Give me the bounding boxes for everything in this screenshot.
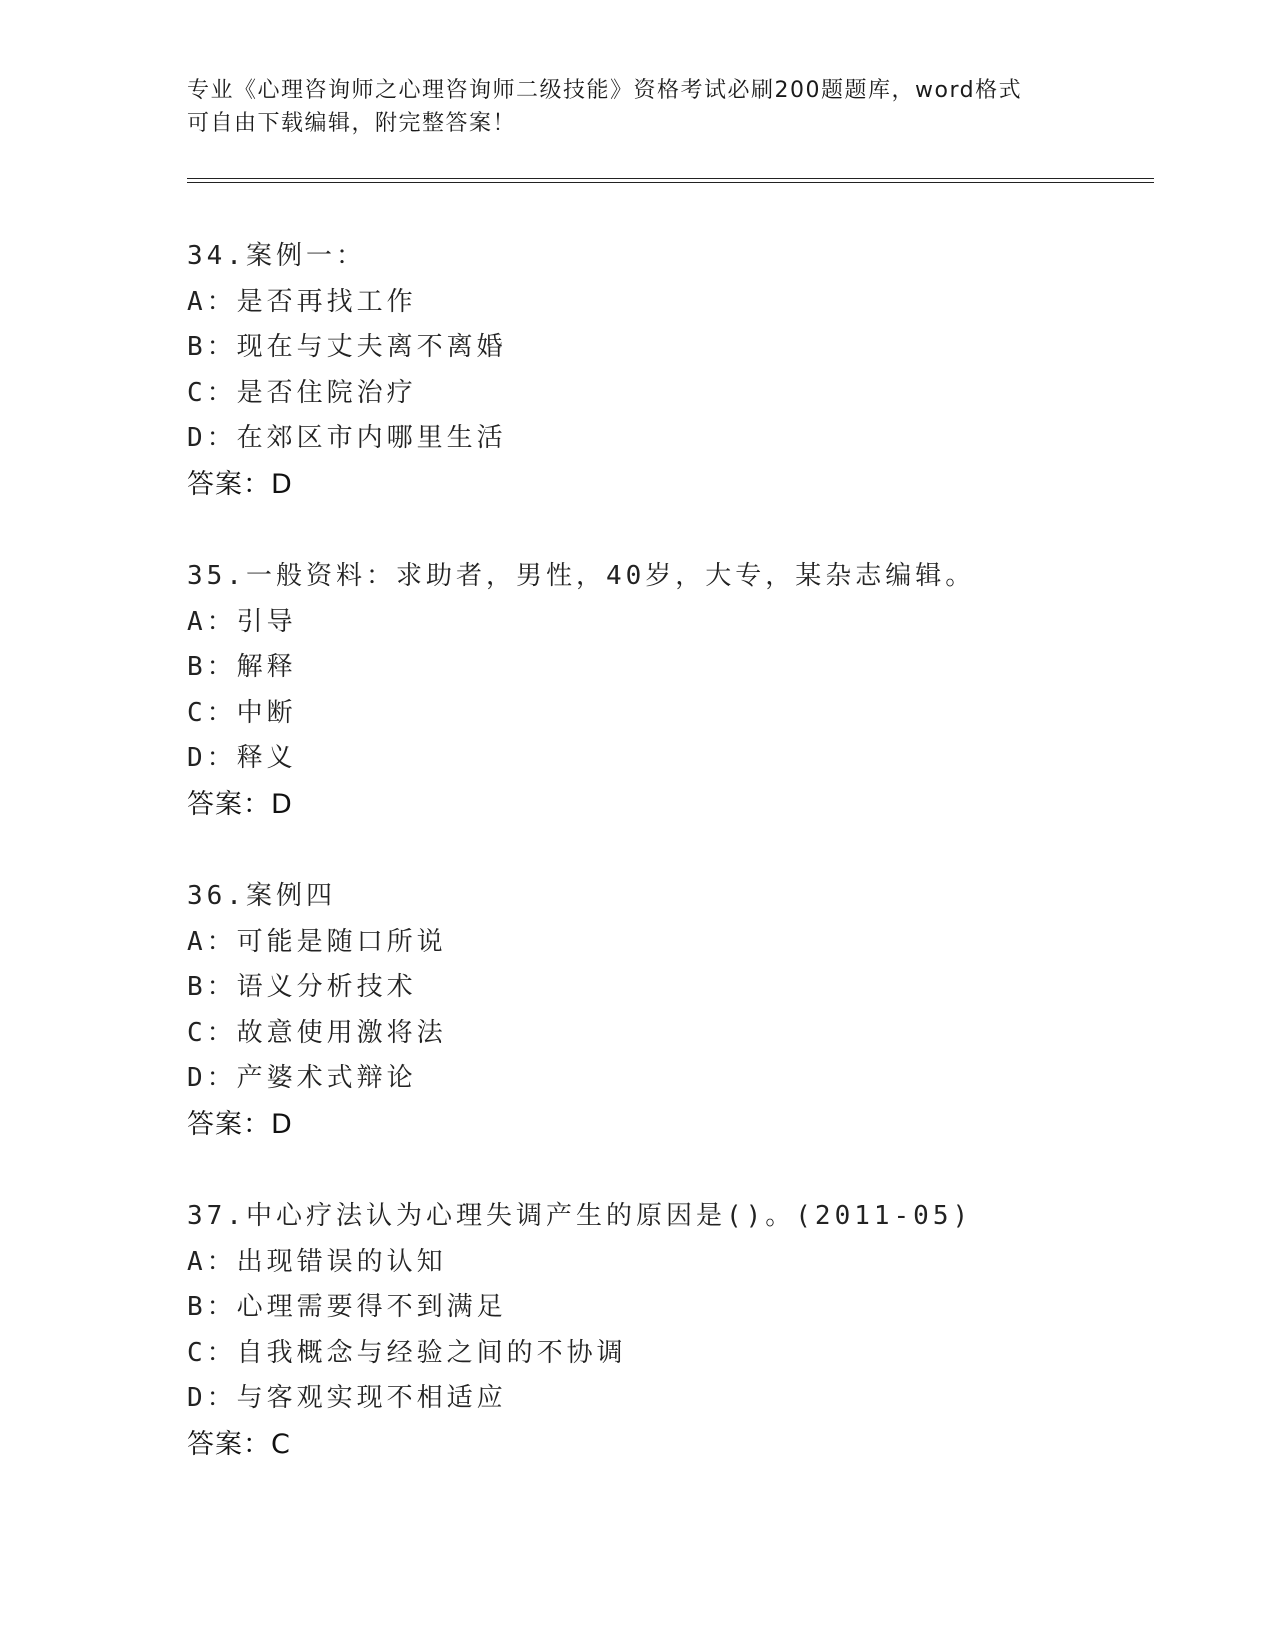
answer: 答案：D	[187, 468, 293, 500]
option-d: D：释义	[187, 743, 297, 773]
option-d: D：在郊区市内哪里生活	[187, 423, 507, 453]
option-b: B：心理需要得不到满足	[187, 1292, 507, 1322]
option-d: D：产婆术式辩论	[187, 1063, 417, 1093]
option-a: A：可能是随口所说	[187, 926, 447, 957]
header-line-2: 可自由下载编辑，附完整答案！	[187, 111, 517, 136]
header-line-1: 专业《心理咨询师之心理咨询师二级技能》资格考试必刷200题题库，word格式	[187, 78, 1023, 103]
question-34	[187, 234, 1147, 554]
option-c: C：中断	[187, 697, 297, 728]
answer: 答案：D	[187, 788, 293, 820]
question-list	[187, 234, 1147, 1514]
question-35	[187, 554, 1147, 874]
document-header	[187, 74, 1087, 140]
option-b: B：现在与丈夫离不离婚	[187, 332, 507, 362]
question-stem: 36.案例四	[187, 881, 336, 911]
option-c: C：自我概念与经验之间的不协调	[187, 1337, 627, 1368]
question-stem: 35.一般资料：求助者，男性，40岁，大专，某杂志编辑。	[187, 561, 976, 591]
option-a: A：是否再找工作	[187, 286, 417, 317]
option-d: D：与客观实现不相适应	[187, 1383, 507, 1413]
option-c: C：是否住院治疗	[187, 377, 417, 408]
answer: 答案：D	[187, 1108, 293, 1140]
option-a: A：出现错误的认知	[187, 1246, 447, 1277]
option-b: B：语义分析技术	[187, 972, 417, 1002]
option-b: B：解释	[187, 652, 297, 682]
question-36	[187, 874, 1147, 1194]
option-c: C：故意使用激将法	[187, 1017, 447, 1048]
question-37	[187, 1194, 1147, 1514]
question-stem: 37.中心疗法认为心理失调产生的原因是()。(2011-05)	[187, 1201, 973, 1231]
option-a: A：引导	[187, 606, 297, 637]
header-divider	[187, 178, 1154, 183]
answer: 答案：C	[187, 1428, 291, 1460]
question-stem: 34.案例一：	[187, 241, 366, 271]
